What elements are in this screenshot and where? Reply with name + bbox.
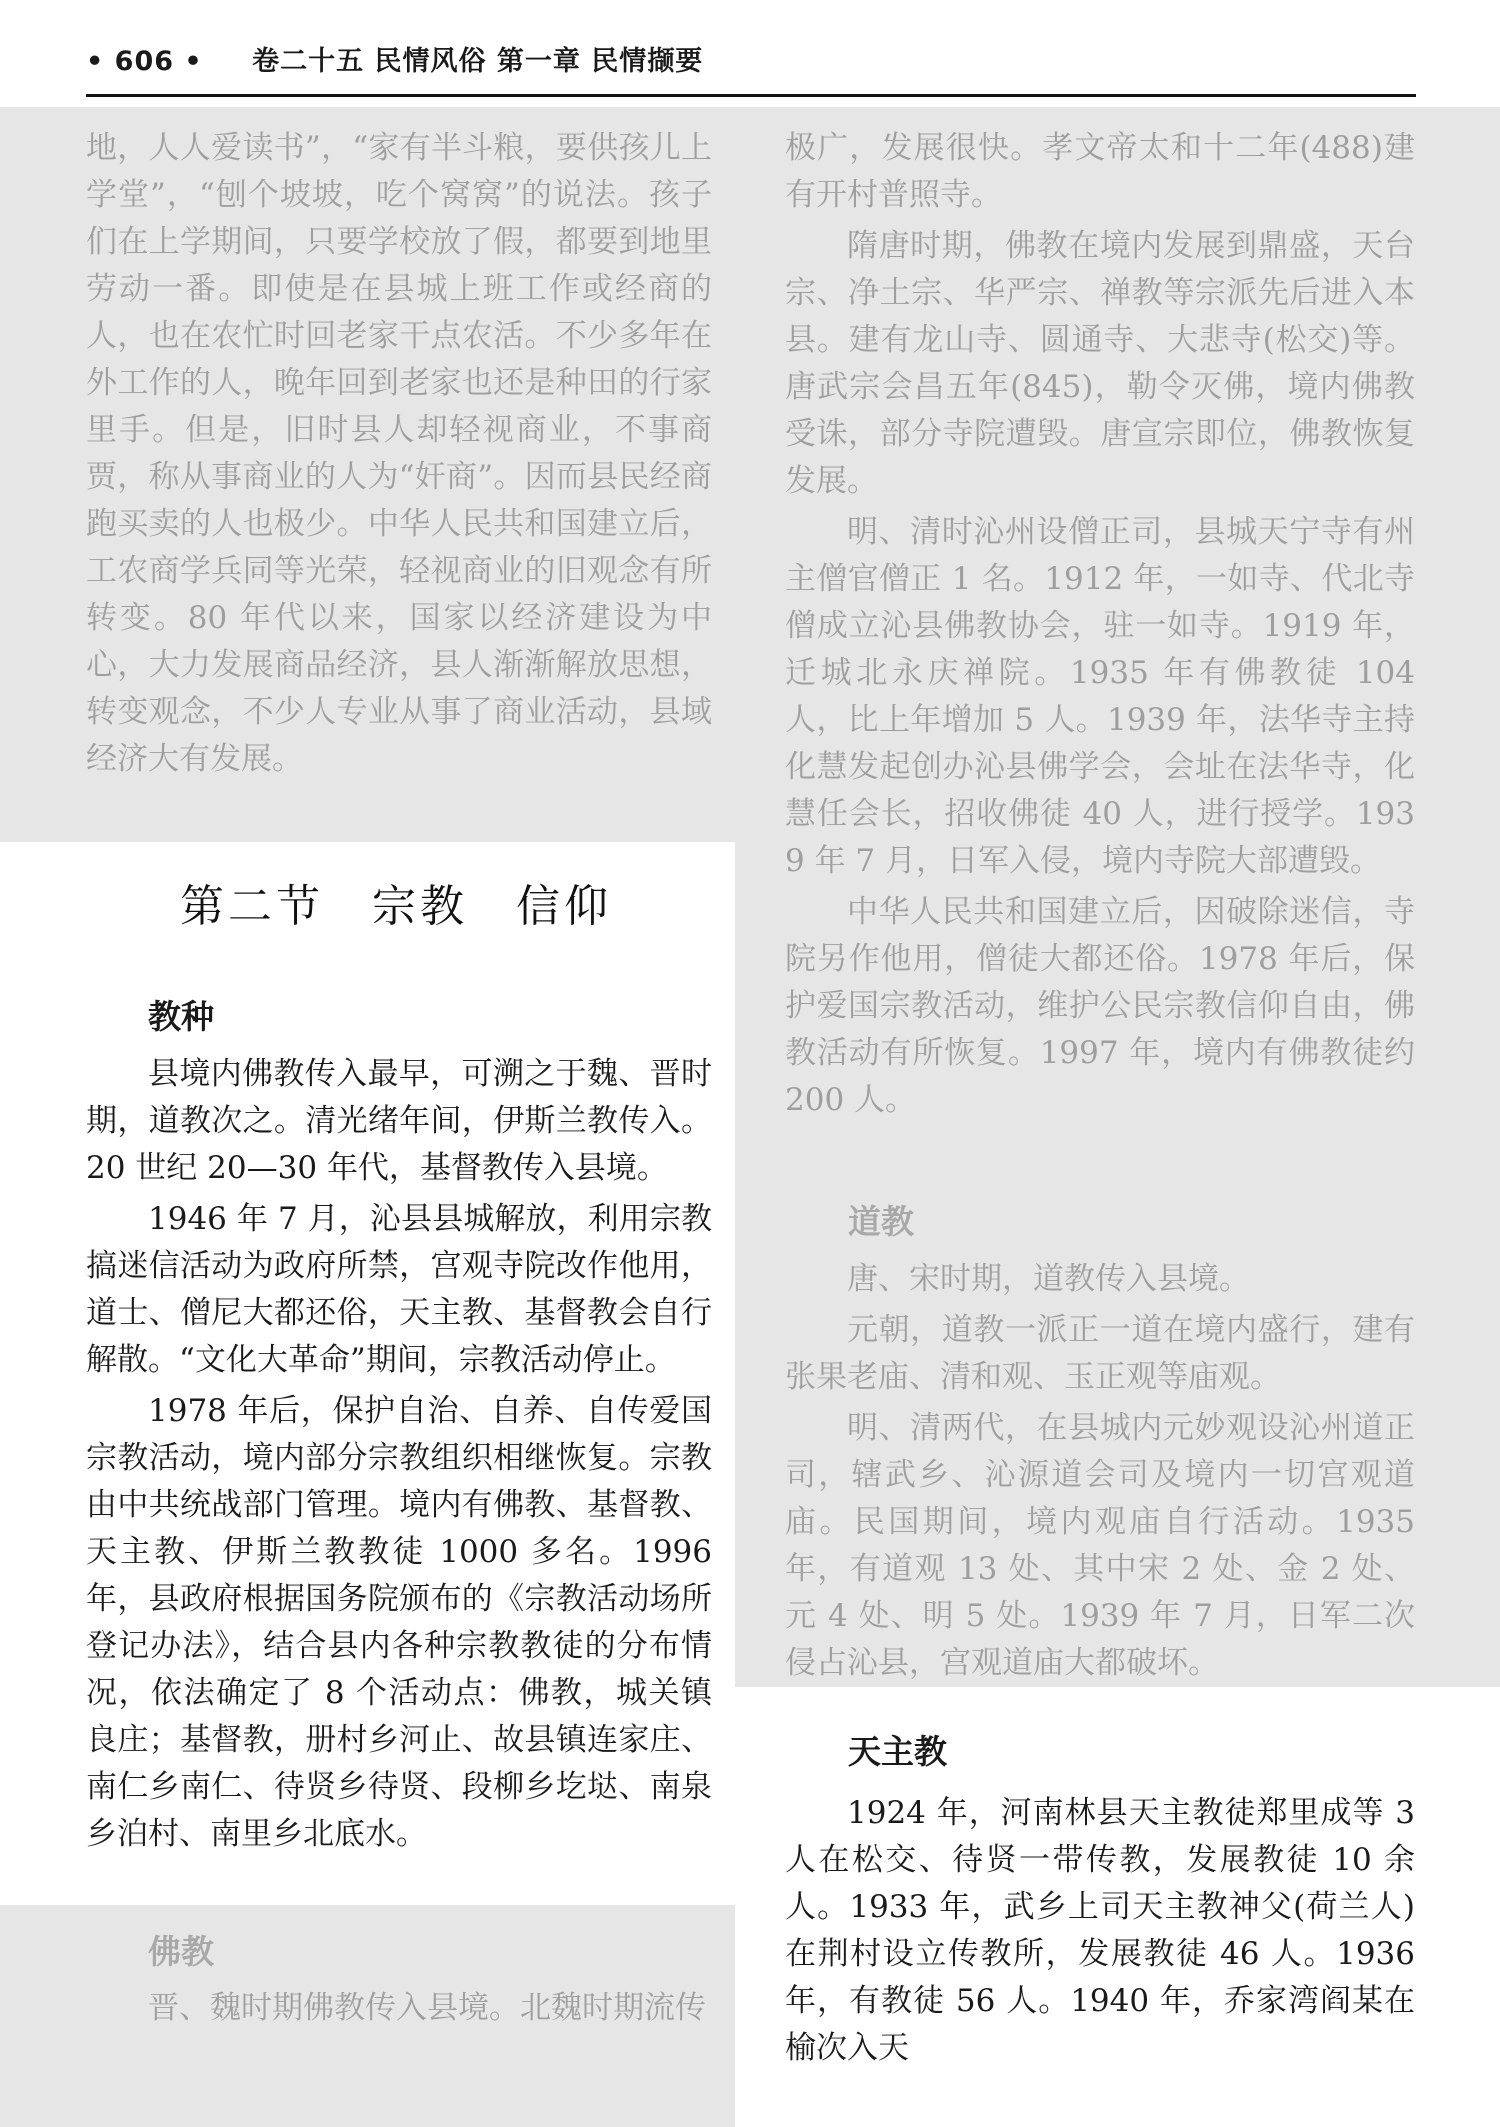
paragraph: 明、清两代，在县城内元妙观设沁州道正司，辖武乡、沁源道会司及境内一切宫观道庙。民国期间，境内观庙自行活动。1935 年，有道观 13 处、其中宋 2 处、金 2 处、元 4 处、明 5 处。1939 年 7 月，日军二次侵占沁县，宫观道庙大都破坏。: [785, 1410, 1415, 1681]
page-number: • 606 •: [86, 46, 203, 77]
paragraph: 明、清时沁州设僧正司，县城天宁寺有州主僧官僧正 1 名。1912 年，一如寺、代北寺僧成立沁县佛教协会，驻一如寺。1919 年，迁城北永庆禅院。1935 年有佛教徒 104 人，比上年增加 5 人。1939 年，法华寺主持化慧发起创办沁县佛学会，会址在法华寺，化慧任会长，招收佛徒 40 人，进行授学。1939 年 7 月，日军入侵，境内寺院大部遭毁。: [785, 514, 1415, 879]
jiaozhong-text: [86, 1051, 712, 1858]
heading-daojiao: 道教: [848, 1202, 914, 1241]
heading-tianzhujiao: 天主教: [848, 1732, 947, 1771]
section-title: 第二节 宗教 信仰: [180, 881, 612, 932]
fojiao-left-text: [86, 1985, 712, 2032]
paragraph: 县境内佛教传入最早，可溯之于魏、晋时期，道教次之。清光绪年间，伊斯兰教传入。20 世纪 20—30 年代，基督教传入县境。: [86, 1056, 712, 1186]
paragraph: 1924 年，河南林县天主教徒郑里成等 3 人在松交、待贤一带传教，发展教徒 10 余人。1933 年，武乡上司天主教神父(荷兰人)在荆村设立传教所，发展教徒 46 人。1936 年，有教徒 56 人。1940 年，乔家湾阎某在榆次入天: [785, 1795, 1415, 2066]
heading-jiaozhong: 教种: [148, 997, 214, 1036]
paragraph: 地，人人爱读书”，“家有半斗粮，要供孩儿上学堂”，“刨个坡坡，吃个窝窝”的说法。孩子们在上学期间，只要学校放了假，都要到地里劳动一番。即使是在县城上班工作或经商的人，也在农忙时回老家干点农活。不少多年在外工作的人，晚年回到老家也还是种田的行家里手。但是，旧时县人却轻视商业，不事商贾，称从事商业的人为“奸商”。因而县民经商跑买卖的人也极少。中华人民共和国建立后，工农商学兵同等光荣，轻视商业的旧观念有所转变。80 年代以来，国家以经济建设为中心，大力发展商品经济，县人渐渐解放思想，转变观念，不少人专业从事了商业活动，县域经济大有发展。: [86, 130, 712, 777]
daojiao-text: [785, 1256, 1415, 1687]
running-header: [86, 42, 1416, 82]
left-top-text: [86, 125, 712, 783]
paragraph: 唐、宋时期，道教传入县境。: [847, 1261, 1250, 1297]
paragraph: 极广，发展很快。孝文帝太和十二年(488)建有开村普照寺。: [785, 130, 1415, 213]
heading-fojiao: 佛教: [148, 1932, 214, 1971]
tianzhujiao-text: [785, 1790, 1415, 2072]
header-rule: [86, 94, 1416, 97]
paragraph: 1978 年后，保护自治、自养、自传爱国宗教活动，境内部分宗教组织相继恢复。宗教由中共统战部门管理。境内有佛教、基督教、天主教、伊斯兰教教徒 1000 多名。1996 年，县政府根据国务院颁布的《宗教活动场所登记办法》，结合县内各种宗教教徒的分布情况，依法确定了 8 个活动点：佛教，城关镇良庄；基督教，册村乡河止、故县镇连家庄、南仁乡南仁、待贤乡待贤、段柳乡圪垯、南泉乡泊村、南里乡北底水。: [86, 1393, 712, 1852]
paragraph: 元朝，道教一派正一道在境内盛行，建有张果老庙、清和观、玉正观等庙观。: [785, 1312, 1415, 1395]
paragraph: 1946 年 7 月，沁县县城解放，利用宗教搞迷信活动为政府所禁，宫观寺院改作他用，道士、僧尼大都还俗，天主教、基督教会自行解散。“文化大革命”期间，宗教活动停止。: [86, 1201, 712, 1378]
fojiao-right-text: [785, 125, 1415, 1124]
chapter-title: 卷二十五 民情风俗 第一章 民情撷要: [252, 46, 704, 77]
paragraph: 隋唐时期，佛教在境内发展到鼎盛，天台宗、净土宗、华严宗、禅教等宗派先后进入本县。建有龙山寺、圆通寺、大悲寺(松交)等。唐武宗会昌五年(845)，勒令灭佛，境内佛教受诛，部分寺院遭毁。唐宣宗即位，佛教恢复发展。: [785, 228, 1415, 499]
paragraph: 晋、魏时期佛教传入县境。北魏时期流传: [148, 1990, 706, 2026]
paragraph: 中华人民共和国建立后，因破除迷信，寺院另作他用，僧徒大都还俗。1978 年后，保护爱国宗教活动，维护公民宗教信仰自由，佛教活动有所恢复。1997 年，境内有佛教徒约 200 人。: [785, 894, 1415, 1118]
